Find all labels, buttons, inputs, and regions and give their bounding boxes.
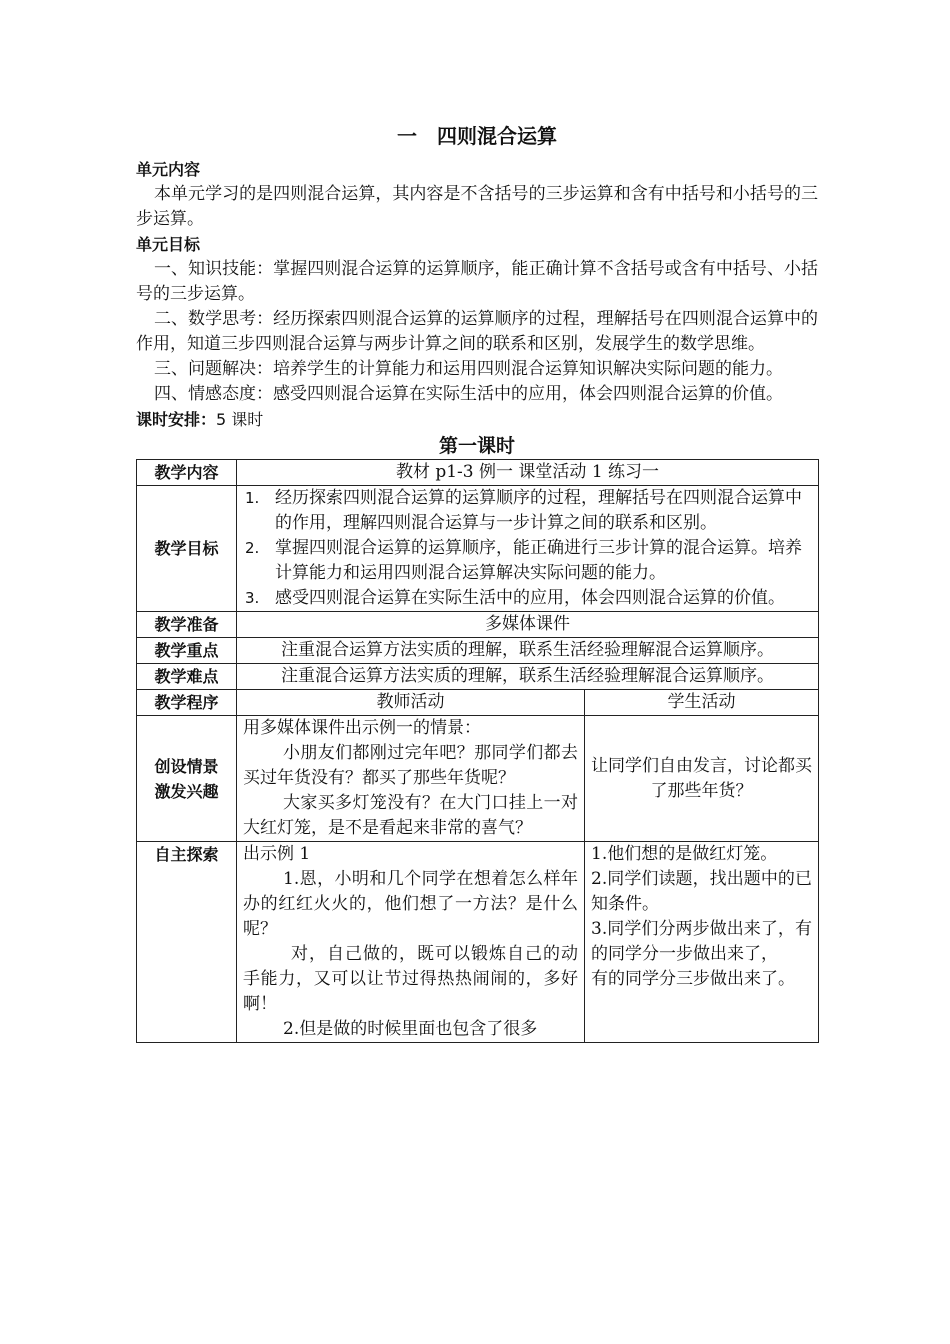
- unit-content-text: 本单元学习的是四则混合运算，其内容是不含括号的三步运算和含有中括号和小括号的三步运算。: [136, 184, 818, 229]
- goals-list: [243, 486, 812, 611]
- list-item: [243, 536, 812, 586]
- unit-goal-item: 一、知识技能：掌握四则混合运算的运算顺序，能正确计算不含括号或含有中括号、小括号的三步运算。: [136, 259, 818, 304]
- stage1-label-line: 激发兴趣: [154, 781, 219, 801]
- lesson-title: 第一课时: [438, 435, 515, 457]
- key-value: 注重混合运算方法实质的理解，联系生活经验理解混合运算顺序。: [237, 638, 819, 664]
- schedule-value: 5 课时: [216, 410, 264, 429]
- stage2-student-line: 2.同学们读题，找出题中的已知条件。: [591, 869, 812, 914]
- stage2-teacher-p1: 1.恩，小明和几个同学在想着怎么样年办的红红火火的，他们想了一方法？是什么呢？: [243, 869, 578, 939]
- goals-label: 教学目标: [137, 486, 237, 612]
- schedule-label: 课时安排：: [136, 410, 217, 429]
- goals-cell: [237, 486, 819, 612]
- stage1-label-line: 创设情景: [154, 756, 219, 776]
- list-text: 掌握四则混合运算的运算顺序，能正确进行三步计算的混合运算。培养计算能力和运用四则混合运算解决实际问题的能力。: [275, 538, 802, 583]
- student-header: 学生活动: [585, 690, 819, 716]
- prep-value: 多媒体课件: [237, 612, 819, 638]
- stage2-student-line: 1.他们想的是做红灯笼。: [591, 844, 778, 864]
- list-number: 1.: [245, 489, 260, 507]
- stage2-student-line: 3.同学们分两步做出来了，有的同学分一步做出来了，: [591, 919, 812, 964]
- difficulty-value: 注重混合运算方法实质的理解，联系生活经验理解混合运算顺序。: [237, 664, 819, 690]
- content-value: 教材 p1-3 例一 课堂活动 1 练习一: [237, 460, 819, 486]
- stage1-student: 让同学们自由发言，讨论都买了那些年货？: [585, 716, 819, 842]
- table-row: [137, 638, 819, 664]
- stage2-teacher-intro: 出示例 1: [243, 844, 311, 864]
- list-item: [243, 586, 812, 611]
- list-number: 2.: [245, 539, 260, 557]
- unit-goals-heading: 单元目标: [136, 235, 201, 254]
- lesson-plan-table: [136, 459, 819, 1043]
- schedule-line: [136, 407, 818, 432]
- stage1-label: [137, 716, 237, 842]
- stage1-teacher-intro: 用多媒体课件出示例一的情景：: [243, 718, 481, 738]
- table-row: [137, 716, 819, 842]
- list-number: 3.: [245, 589, 260, 607]
- table-row: [137, 842, 819, 1043]
- list-text: 感受四则混合运算在实际生活中的应用，体会四则混合运算的价值。: [275, 588, 785, 608]
- list-text: 经历探索四则混合运算的运算顺序的过程，理解括号在四则混合运算中的作用，理解四则混合运算与一步计算之间的联系和区别。: [275, 488, 802, 533]
- list-item: [243, 486, 812, 536]
- unit-goal-item: 四、情感态度：感受四则混合运算在实际生活中的应用，体会四则混合运算的价值。: [154, 384, 783, 404]
- document-body: [136, 118, 818, 1043]
- stage1-teacher: [237, 716, 585, 842]
- stage2-label: 自主探索: [137, 842, 237, 1043]
- stage2-teacher: [237, 842, 585, 1043]
- stage2-student-line: 有的同学分三步做出来了。: [591, 969, 795, 989]
- document-title: 一 四则混合运算: [397, 124, 557, 148]
- content-label: 教学内容: [137, 460, 237, 486]
- stage2-teacher-p2: 对，自己做的，既可以锻炼自己的动手能力，又可以让节过得热热闹闹的，多好啊！: [243, 944, 578, 1014]
- table-row: [137, 690, 819, 716]
- stage1-teacher-p2: 大家买多灯笼没有？在大门口挂上一对大红灯笼，是不是看起来非常的喜气？: [243, 793, 578, 838]
- procedure-label: 教学程序: [137, 690, 237, 716]
- unit-goal-item: 二、数学思考：经历探索四则混合运算的运算顺序的过程，理解括号在四则混合运算中的作用，知道三步四则混合运算与两步计算之间的联系和区别，发展学生的数学思维。: [136, 309, 818, 354]
- stage1-teacher-p1: 小朋友们都刚过完年吧？那同学们都去买过年货没有？都买了那些年货呢？: [243, 743, 578, 788]
- unit-content-heading: 单元内容: [136, 160, 201, 179]
- prep-label: 教学准备: [137, 612, 237, 638]
- table-row: [137, 486, 819, 612]
- table-row: [137, 460, 819, 486]
- stage2-student: [585, 842, 819, 1043]
- difficulty-label: 教学难点: [137, 664, 237, 690]
- table-row: [137, 664, 819, 690]
- key-label: 教学重点: [137, 638, 237, 664]
- unit-goal-item: 三、问题解决：培养学生的计算能力和运用四则混合运算知识解决实际问题的能力。: [154, 359, 783, 379]
- table-row: [137, 612, 819, 638]
- stage2-teacher-p3: 2.但是做的时候里面也包含了很多: [283, 1019, 538, 1039]
- teacher-header: 教师活动: [237, 690, 585, 716]
